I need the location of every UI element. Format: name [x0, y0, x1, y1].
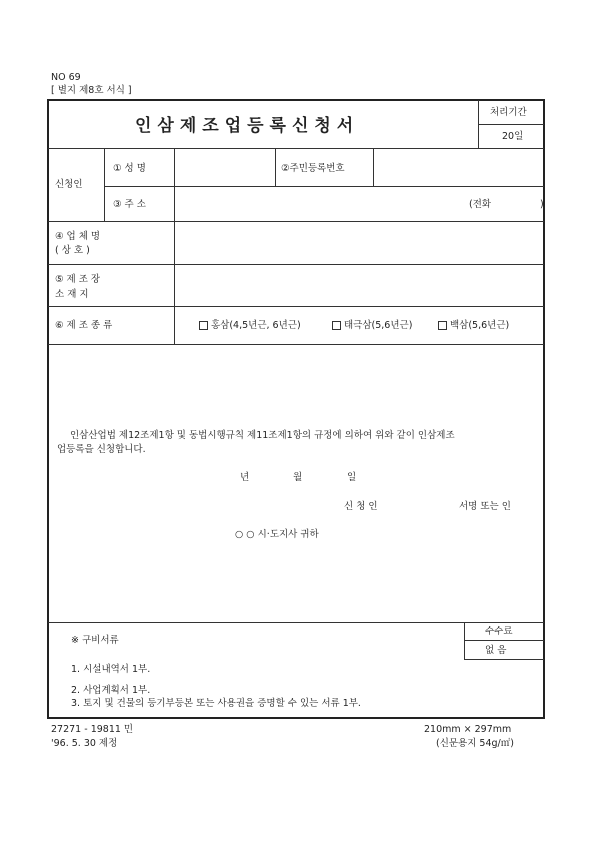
address-field[interactable] — [176, 188, 466, 220]
signature-label[interactable]: 서명 또는 인 — [459, 501, 511, 512]
factory-location-label: ⑤ 제 조 장 — [55, 274, 101, 285]
applicant-label-divider — [174, 149, 175, 221]
checkbox-icon[interactable] — [199, 321, 208, 330]
recipient: ○ ○ 시·도지사 귀하 — [235, 529, 319, 540]
phone-label: (전화 — [469, 199, 492, 210]
business-name-field[interactable] — [176, 224, 542, 262]
business-name-label-2: ( 상 호 ) — [55, 245, 90, 256]
name-label: ① 성 명 — [113, 163, 146, 174]
applicant-section-label: 신청인 — [55, 179, 83, 190]
applicant-mid-line — [104, 186, 544, 187]
form-title: 인삼제조업등록신청서 — [135, 116, 360, 136]
product-type-label: ⑥ 제 조 종 류 — [55, 320, 113, 331]
id-value-divider — [373, 149, 374, 186]
title-bottom-line — [48, 148, 544, 149]
declaration-line-1: 인삼산업법 제12조제1항 및 동법시행규칙 제11조제1항의 규정에 의하여 위와 같이 인삼제조 — [70, 430, 455, 441]
checkbox-icon[interactable] — [438, 321, 447, 330]
date-month: 월 — [293, 472, 303, 483]
id-field[interactable] — [375, 151, 543, 184]
attachment-item-3: 3. 토지 및 건물의 등기부등본 또는 사용권을 증명할 수 있는 서류 1부. — [71, 698, 361, 709]
date-day: 일 — [347, 472, 357, 483]
signature-applicant-label: 신 청 인 — [344, 501, 378, 512]
processing-period-label: 처리기간 — [490, 107, 527, 118]
fee-divider — [464, 622, 465, 660]
attachments-header: ※ 구비서류 — [71, 635, 119, 646]
form-tag: [ 별지 제8호 서식 ] — [51, 85, 132, 96]
applicant-bottom-line — [48, 221, 544, 222]
form-number: NO 69 — [51, 72, 81, 83]
fee-label: 수수료 — [485, 626, 513, 637]
fee-bottom-line — [464, 659, 544, 660]
footer-date: '96. 5. 30 제정 — [51, 738, 118, 749]
processing-period-value: 20일 — [502, 131, 524, 142]
business-name-label: ④ 업 체 명 — [55, 231, 101, 242]
business-bottom-line — [48, 264, 544, 265]
processing-divider — [478, 124, 544, 125]
date-year: 년 — [240, 472, 250, 483]
lower-label-divider — [174, 222, 175, 344]
fee-value: 없 음 — [485, 645, 507, 656]
applicant-divider — [104, 149, 105, 221]
option-taegeuk-ginseng[interactable] — [332, 321, 412, 331]
name-id-divider — [275, 149, 276, 186]
attachment-item-2: 2. 사업계획서 1부. — [71, 685, 151, 696]
product-bottom-line — [48, 344, 544, 345]
address-label: ③ 주 소 — [113, 199, 146, 210]
fee-mid-line — [464, 640, 544, 641]
attachment-item-1: 1. 시설내역서 1부. — [71, 664, 151, 675]
factory-location-label-2: 소 재 지 — [55, 289, 89, 300]
declaration-line-2: 업등록을 신청합니다. — [57, 444, 146, 455]
phone-close: ) — [540, 199, 544, 210]
option-white-ginseng[interactable] — [438, 321, 509, 331]
id-label: ②주민등록번호 — [281, 163, 345, 174]
option-red-ginseng-label: 홍삼(4,5년근, 6년근) — [211, 320, 301, 331]
factory-location-field[interactable] — [176, 266, 542, 304]
option-taegeuk-ginseng-label: 태극삼(5,6년근) — [344, 320, 413, 331]
footer-paper: (신문용지 54g/㎡) — [436, 738, 514, 749]
checkbox-icon[interactable] — [332, 321, 341, 330]
option-red-ginseng[interactable] — [199, 321, 301, 331]
factory-bottom-line — [48, 306, 544, 307]
footer-code: 27271 - 19811 민 — [51, 724, 134, 735]
attachments-top-line — [48, 622, 544, 623]
option-white-ginseng-label: 백삼(5,6년근) — [450, 320, 510, 331]
footer-size: 210mm × 297mm — [424, 724, 512, 735]
name-field[interactable] — [176, 151, 274, 184]
